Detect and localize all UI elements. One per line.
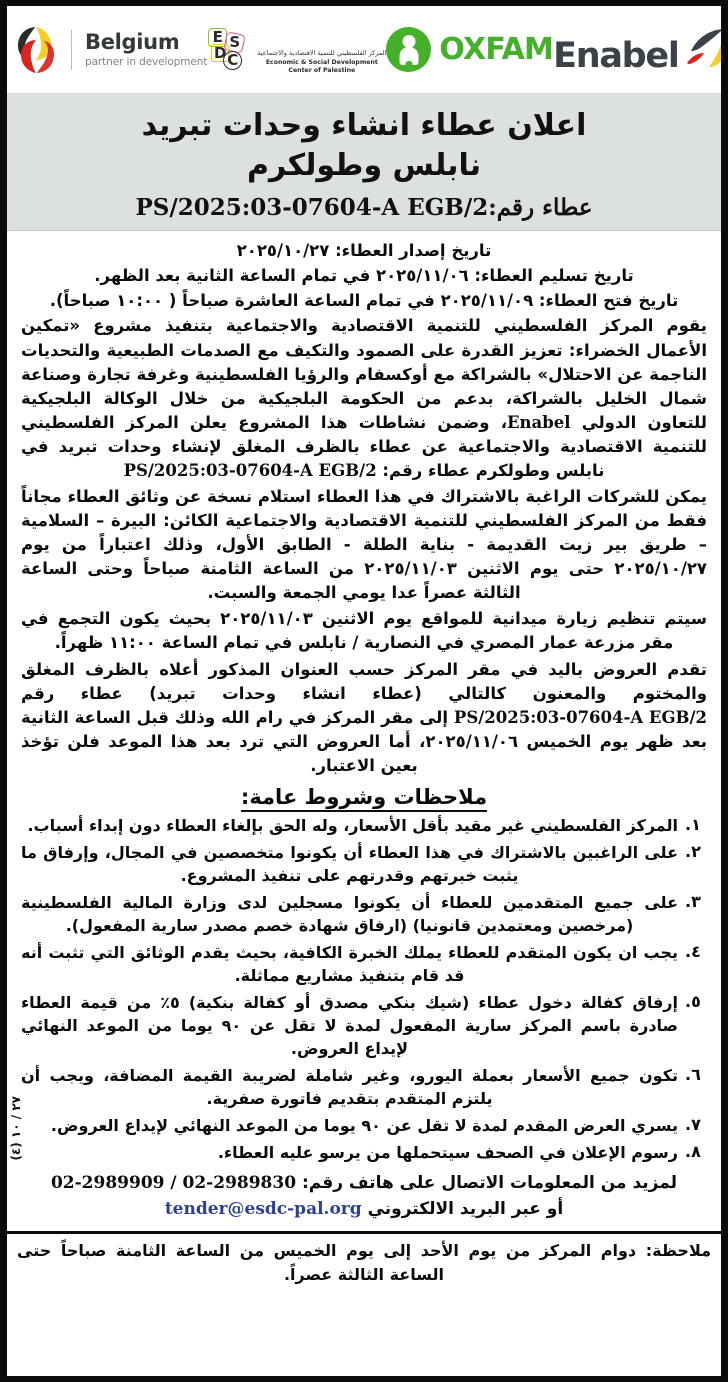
contact-phone-line [21,1171,707,1197]
project-intro-part-b: ، وضمن نشاطات هذا المشروع يعلن المركز الفلسطيني للتنمية الاقتصادية والاجتماعية عن عطاء بالظرف المغلق لإنشاء وحدات تبريد في نابلس وطولكرم عطاء رقم: [21,412,707,480]
list-item-text: المركز الفلسطيني غير مقيد بأقل الأسعار، وله الحق بإلغاء العطاء دون إبداء أسباب. [27,815,678,835]
belgium-logo [15,25,207,75]
list-item-text: يسري العرض المقدم لمدة لا تقل عن ٩٠ يوما من الموعد النهائي لإيداع العروض. [50,1116,678,1136]
working-hours-footnote: ملاحظة: دوام المركز من يوم الأحد إلى يوم الخميس من الساعة الثامنة صباحاً حتى الساعة الثالثة عصراً. [7,1231,721,1291]
list-item [21,941,707,987]
list-item-marker: ٨. [685,1142,701,1162]
site-visit-paragraph: سيتم تنظيم زيارة ميدانية للمواقع يوم الاثنين ٢٠٢٥/١١/٠٣ بحيث يكون التجمع في مقر مزرعة عمار المصري في النصارية / نابلس في تمام الساعة ١١:٠٠ ظهراً. [21,609,707,653]
list-item [21,1114,707,1137]
opening-date-line: تاريخ فتح العطاء: ٢٠٢٥/١١/٠٩ في تمام الساعة العاشرة صباحاً ( ١٠:٠٠ صباحاً). [49,290,679,310]
tender-number-inline-1: PS/2025:03-07604-A EGB/2 [123,460,377,480]
contact-block [21,1171,707,1222]
oxfam-wordmark: OXFAM [439,32,554,67]
contact-email-address[interactable]: tender@esdc-pal.org [164,1198,362,1219]
enabel-logo [553,25,728,74]
bid-delivery-part-a: تقدم العروض باليد في مقر المركز حسب العنوان المذكور أعلاه بالظرف المغلق والمختوم والمعنون كالتالي (عطاء انشاء وحدات تبريد) عطاء رقم [21,659,707,703]
esdc-name-block [257,27,386,77]
contact-phone-numbers[interactable]: 02-2989909 / 02-2989830 [50,1173,297,1194]
belgium-flag-icon [15,25,58,75]
tender-number-inline-2: PS/2025:03-07604-A EGB/2 [453,707,708,727]
tender-number-label: عطاء رقم: [488,194,593,222]
belgium-name: Belgium [85,29,180,54]
conditions-heading-text: ملاحظات وشروط عامة: [241,785,487,812]
list-item-marker: ٧. [685,1115,701,1135]
esdc-arabic-name: المركز الفلسطيني للتنمية الاقتصادية والاجتماعية [257,49,387,57]
list-item [21,814,707,837]
list-item-text: على جميع المتقدمين للعطاء أن يكونوا مسجلين لدى وزارة المالية الفلسطينية (مرخصين ومعتمدين قانونيا) (ارفاق شهادة خصم مصدر سارية المفعول). [21,893,678,936]
list-item-marker: ٥. [685,992,701,1012]
belgium-tagline: partner in development [85,55,208,68]
oxfam-person-icon [386,27,431,72]
document-pickup-paragraph: يمكن للشركات الراغبة بالاشتراك في هذا العطاء استلام نسخة عن وثائق العطاء مجاناً فقط من المركز الفلسطيني للتنمية الاقتصادية والاجتماعية الكائن: البيرة – السلامية – طريق بير زيت القديمة - بناية الطلة - الطابق الأول، وذلك اعتباراً من يوم ٢٠٢٥/١٠/٢٧ حتى يوم الاثنين ٢٠٢٥/١١/٠٣ من الساعة الثامنة صباحاً وحتى الساعة الثالثة عصراً عدا يومي الجمعة والسبت. [21,486,707,603]
page-title-line2: نابلس وطولكرم [247,147,481,183]
list-item-text: على الراغبين بالاشتراك في هذا العطاء أن يكونوا متخصصين في المجال، وإرفاق ما يثبت خبرتهم وقدرتهم على تنفيذ المشروع. [21,842,678,885]
document-body [7,231,721,1222]
list-item-text: يجب ان يكون المتقدم للعطاء يملك الخبرة الكافية، بحيث يقدم الوثائق التي تثبت أنه قد قام بتنفيذ مشاريع مماثلة. [21,943,678,986]
oxfam-logo [386,27,553,72]
contact-email-label: أو عبر البريد الالكتروني [367,1198,564,1219]
list-item-marker: ٢. [685,841,701,861]
project-intro-paragraph [21,314,707,483]
esdc-letter-s: S [229,33,241,51]
contact-phone-label: لمزيد من المعلومات الاتصال على هاتف رقم: [301,1173,678,1194]
tender-number-line [23,194,705,221]
esdc-logo [207,23,386,77]
margin-date-stamp: ٢٧ / ١٠ (٤) [9,1096,23,1161]
esdc-letter-e: E [212,28,223,46]
list-item-marker: ٦. [685,1065,701,1085]
list-item-text: إرفاق كفالة دخول عطاء (شيك بنكي مصدق أو كفالة بنكية) ٥٪ من قيمة العطاء صادرة باسم المركز سارية المفعول لمدة لا تقل عن ٩٠ يوما من الموعد النهائي لإيداع العروض. [21,993,679,1059]
tender-number-value: PS/2025:03-07604-A EGB/2 [135,194,489,222]
bid-delivery-part-b: إلى مقر المركز في رام الله وذلك قبل الساعة الثانية بعد ظهر يوم الخميس ٢٠٢٥/١١/٠٦، أما العروض التي ترد بعد هذا الموعد فلن تؤخذ بعين الاعتبار. [21,707,707,775]
contact-email-line [21,1197,707,1223]
list-item-text: رسوم الإعلان في الصحف سيتحملها من يرسو عليه العطاء. [217,1143,678,1163]
submission-date-line: تاريخ تسليم العطاء: ٢٠٢٥/١١/٠٦ في تمام الساعة الثانية بعد الظهر. [94,265,634,285]
conditions-list [21,814,707,1164]
key-dates-block [21,239,707,312]
list-item [21,1064,707,1110]
list-item-marker: ١. [685,814,701,834]
sponsor-logo-strip [7,6,721,94]
list-item [21,1141,707,1164]
page-title-line1: اعلان عطاء انشاء وحدات تبريد [141,108,587,143]
esdc-english-name-line2: Center of Palestine [288,66,356,74]
list-item [21,891,707,937]
belgium-wordmark [85,29,208,68]
enabel-wordmark: Enabel [553,36,679,76]
title-band [7,94,721,231]
esdc-letter-d: D [214,43,227,62]
list-item-text: تكون جميع الأسعار بعملة اليورو، وغير شاملة لضريبة القيمة المضافة، ويجب أن يلتزم المتقدم بتقديم فاتورة صفرية. [21,1066,678,1109]
conditions-heading [21,785,707,809]
list-item-marker: ٣. [685,892,701,912]
enabel-bird-icon [683,25,728,71]
belgium-divider [71,30,72,70]
list-item [21,991,707,1060]
enabel-mention: Enabel [506,412,571,432]
esdc-letter-c: C [227,51,239,69]
esdc-letter-marks-icon [207,27,253,75]
list-item-marker: ٤. [685,942,701,962]
issue-date-line: تاريخ إصدار العطاء: ٢٠٢٥/١٠/٢٧ [236,241,492,261]
esdc-english-name-line1: Economic & Social Development [265,59,378,66]
bid-delivery-paragraph [21,658,707,778]
list-item [21,841,707,887]
project-intro-part-a: يقوم المركز الفلسطيني للتنمية الاقتصادية والاجتماعية بتنفيذ مشروع «تمكين الأعمال الخضراء: تعزيز القدرة على الصمود والتكيف مع الصدمات الطبيعية والتحديات الناجمة عن الاحتلال» بالشراكة مع أوكسفام والرؤيا الفلسطينية وغرفة تجارة وصناعة شمال الخليل بالشراكة، بدعم من الحكومة البلجيكية من خلال الوكالة البلجيكية للتعاون الدولي [21,316,707,432]
